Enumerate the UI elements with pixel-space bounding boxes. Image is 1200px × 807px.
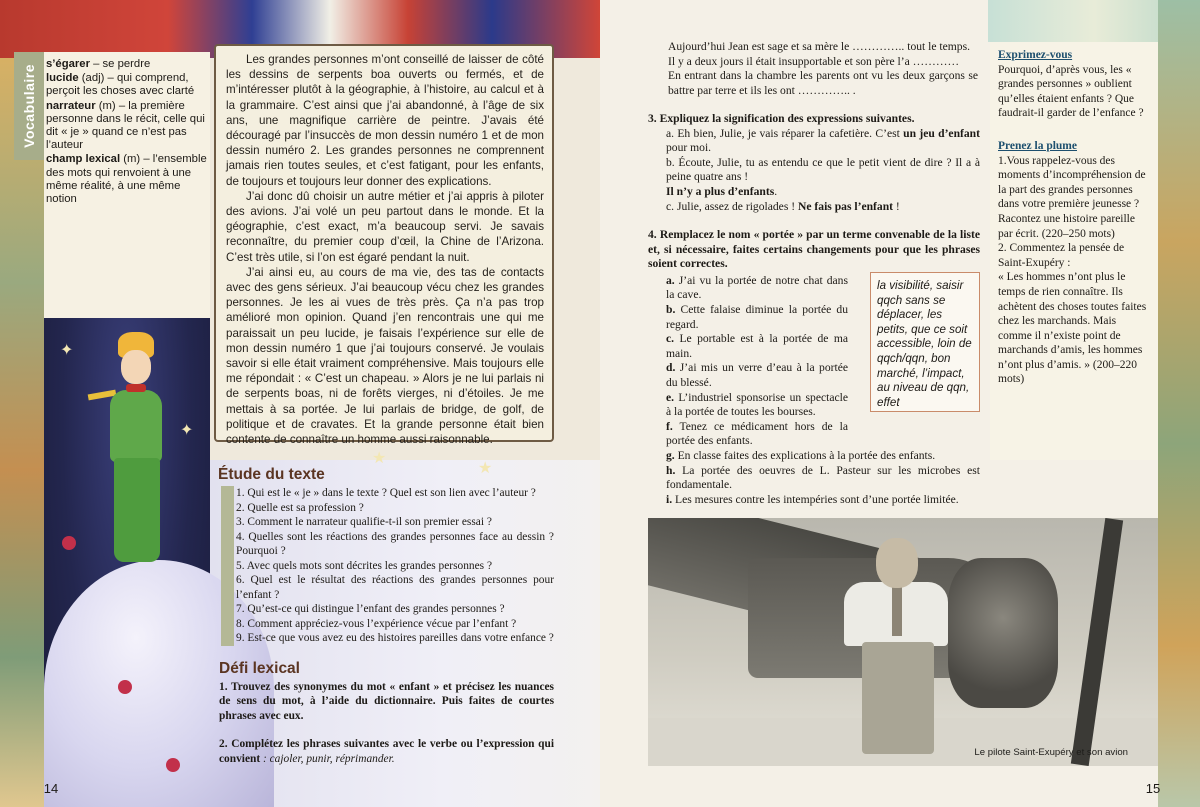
exercise-4-item: f. Tenez ce médicament hors de la portée des enfants. xyxy=(666,419,848,448)
etude-title: Étude du texte xyxy=(218,466,325,483)
excerpt-paragraph: Les grandes personnes m’ont conseillé de laisser de côté les dessins de serpents boa ouverts ou fermés, et de m’intéresser plutôt à la géographie, à l’histoire, au calcul et à la grammaire. C’est ainsi que j’ai abandonné, à l’âge de six ans, une magnifique carrière de peintre. J’avais été découragé par l’insuccès de mon dessin numéro 1 et de mon dessin numéro 2. Les grandes personnes ne comprennent jamais rien toutes seules, et c’est fatigant, pour les enfants, de toujours et toujours leur donner des explications. xyxy=(226,53,544,188)
sentence-line: En entrant dans la chambre les parents ont vu les deux garçons se battre par terre et ils les ont ………….. . xyxy=(668,69,978,97)
painted-margin xyxy=(0,58,44,807)
sentence-line: Aujourd’hui Jean est sage et sa mère le ………….. tout le temps. xyxy=(668,40,971,53)
excerpt-text-box xyxy=(214,44,554,447)
writing-task-2: 2. Commentez la pensée de Saint-Exupéry : xyxy=(998,242,1125,269)
writing-tasks-panel xyxy=(990,42,1158,460)
word-list-box: la visibilité, saisir qqch sans se déplacer, les petits, que ce soit accessible, loin de qqch/qqn, bon marché, l’impact, au niveau de qqn, effet xyxy=(870,272,980,412)
star-icon: ★ xyxy=(372,448,387,467)
question-item: 5. Avec quels mots sont décrites les grandes personnes ? xyxy=(236,559,493,572)
defi-question-1: 1. Trouvez des synonymes du mot « enfant » et précisez les nuances de sens du mot, à l’aide du dictionnaire. Puis faites de courtes phrases avec eux. xyxy=(219,681,554,722)
star-icon: ✦ xyxy=(60,340,74,359)
flower-icon xyxy=(118,680,132,694)
little-prince-illustration xyxy=(80,332,190,577)
vocab-entry: s’égarer – se perdre xyxy=(46,58,151,70)
sentence-line: Il y a deux jours il était insupportable et son père l’a ………… xyxy=(668,54,960,68)
exercise-4-item: h. La portée des oeuvres de L. Pasteur sur les microbes est fondamentale. xyxy=(666,463,980,492)
defi-title: Défi lexical xyxy=(219,660,300,677)
star-icon: ★ xyxy=(478,458,493,477)
page-number: 14 xyxy=(43,780,59,796)
vocab-entry: champ lexical (m) – l’ensemble des mots qui renvoient à une même réalité, à une même notion xyxy=(46,153,207,206)
vocabulary-tab xyxy=(14,52,44,160)
question-item: 2. Quelle est sa profession ? xyxy=(236,501,364,514)
fill-in-sentences xyxy=(668,40,978,98)
page-number: 15 xyxy=(1145,780,1161,796)
exercise-3-item: a. Eh bien, Julie, je vais réparer la cafetière. C’est un jeu d’enfant pour moi. xyxy=(666,126,980,155)
saint-exupery-quote: « Les hommes n’ont plus le temps de rien connaître. Ils achètent des choses toutes faites chez les marchands. Mais comme il n’existe point de marchands d’amis, les hommes n’ont plus d’amis. » (200–220 mots) xyxy=(998,271,1147,386)
exercise-3-item: b. Écoute, Julie, tu as entendu ce que le petit vient de dire ? Il a à peine quatre ans ! Il n’y a plus d’enfants. xyxy=(666,155,980,198)
question-item: 1. Qui est le « je » dans le texte ? Quel est son lien avec l’auteur ? xyxy=(236,487,536,499)
star-icon: ✦ xyxy=(180,420,194,439)
vocabulary-list xyxy=(46,58,208,207)
exercise-4-item: c. Le portable est à la portée de ma main. xyxy=(666,332,848,360)
defi-question-2: 2. Complétez les phrases suivantes avec le verbe ou l’expression qui convient : cajoler, punir, réprimander. xyxy=(219,738,554,765)
vocab-entry: narrateur (m) – la première personne dans le récit, celle qui dit « je » quand ce n’est pas l’auteur xyxy=(46,99,205,152)
exercise-4-title: 4. Remplacez le nom « portée » par un terme convenable de la liste et, si nécessaire, faites certains changements pour que les phrases soient correctes. xyxy=(648,228,980,271)
exercise-3-item: c. Julie, assez de rigolades ! Ne fais pas l’enfant ! xyxy=(666,199,900,213)
exercise-4-item: a. J’ai vu la portée de notre chat dans la cave. xyxy=(666,273,848,302)
excerpt-paragraph: J’ai ainsi eu, au cours de ma vie, des tas de contacts avec des gens sérieux. J’ai beaucoup vécu chez les grandes personnes. Je les ai vues de très près. Ça n’a pas trop amélioré mon opinion. Quand j’en rencontrais une qui me paraissait un peu lucide, je faisais l’expérience sur elle de mon dessin numéro 1 que j’ai toujours conservé. Je voulais savoir si elle était vraiment compréhensive. Mais toujours elle me répondait : « C’est un chapeau. » Alors je ne lui parlais ni de serpents boas, ni de forêts vierges, ni d’étoiles. Je me mettais à sa portée. Je lui parlais de bridge, de golf, de politique et de cravates. Et la grande personne était bien contente de connaître un homme aussi raisonnable. xyxy=(226,265,544,447)
exercise-4-item: e. L’industriel sponsorise un spectacle à la portée de toutes les bourses. xyxy=(666,390,848,419)
question-item: 4. Quelles sont les réactions des grandes personnes face au dessin ? Pourquoi ? xyxy=(236,530,554,557)
question-item: 6. Quel est le résultat des réactions des grandes personnes pour l’enfant ? xyxy=(236,574,554,601)
vocabulary-tab-label: Vocabulaire xyxy=(21,64,37,148)
exercise-4-item: d. J’ai mis un verre d’eau à la portée du blessé. xyxy=(666,361,848,389)
question-item: 3. Comment le narrateur qualifie-t-il son premier essai ? xyxy=(236,516,492,528)
exprimez-vous-heading: Exprimez-vous xyxy=(998,49,1073,61)
flower-icon xyxy=(166,758,180,772)
question-item: 9. Est-ce que vous avez eu des histoires pareilles dans votre enfance ? xyxy=(236,632,554,644)
pilot-photo xyxy=(648,518,1158,766)
question-item: 7. Qu’est-ce qui distingue l’enfant des grandes personnes ? xyxy=(236,603,505,615)
etude-question-list xyxy=(236,486,554,646)
excerpt-paragraph: J’ai donc dû choisir un autre métier et j’ai appris à piloter des avions. J’ai volé un peu partout dans le monde. Et la géographie, c’est exact, m’a beaucoup servi. Je savais reconnaître, du premier coup d’œil, la Chine de l’Arizona. C’est très utile, si l’on est égaré pendant la nuit. xyxy=(226,189,544,264)
prenez-la-plume-heading: Prenez la plume xyxy=(998,139,1077,152)
painted-margin xyxy=(1158,0,1200,807)
exercise-4-item: g. En classe faites des explications à la portée des enfants. xyxy=(666,448,936,462)
writing-task-1: 1.Vous rappelez-vous des moments d’incompréhension de la part des grandes personnes dans votre première jeunesse ? Racontez une histoire pareille par écrit. (220–250 mots) xyxy=(998,154,1146,240)
photo-caption: Le pilote Saint-Exupéry et son avion xyxy=(974,747,1128,758)
defi-exercises xyxy=(219,680,554,780)
question-item: 8. Comment appréciez-vous l’expérience vécue par l’enfant ? xyxy=(236,617,517,630)
exercise-3-title: 3. Expliquez la signification des expressions suivantes. xyxy=(648,112,915,125)
flower-icon xyxy=(62,536,76,550)
exercise-3 xyxy=(648,112,980,214)
exprimez-vous-text: Pourquoi, d’après vous, les « grandes personnes » oublient qu’elles étaient enfants ? Que faudrait-il garder de l’enfance ? xyxy=(998,63,1144,120)
exercise-4-item: i. Les mesures contre les intempéries sont d’une portée limitée. xyxy=(666,492,959,506)
exercise-4-item: b. Cette falaise diminue la portée du regard. xyxy=(666,302,848,331)
vocab-entry: lucide (adj) – qui comprend, perçoit les choses avec clarté xyxy=(46,72,195,98)
etude-side-bar xyxy=(221,486,234,646)
